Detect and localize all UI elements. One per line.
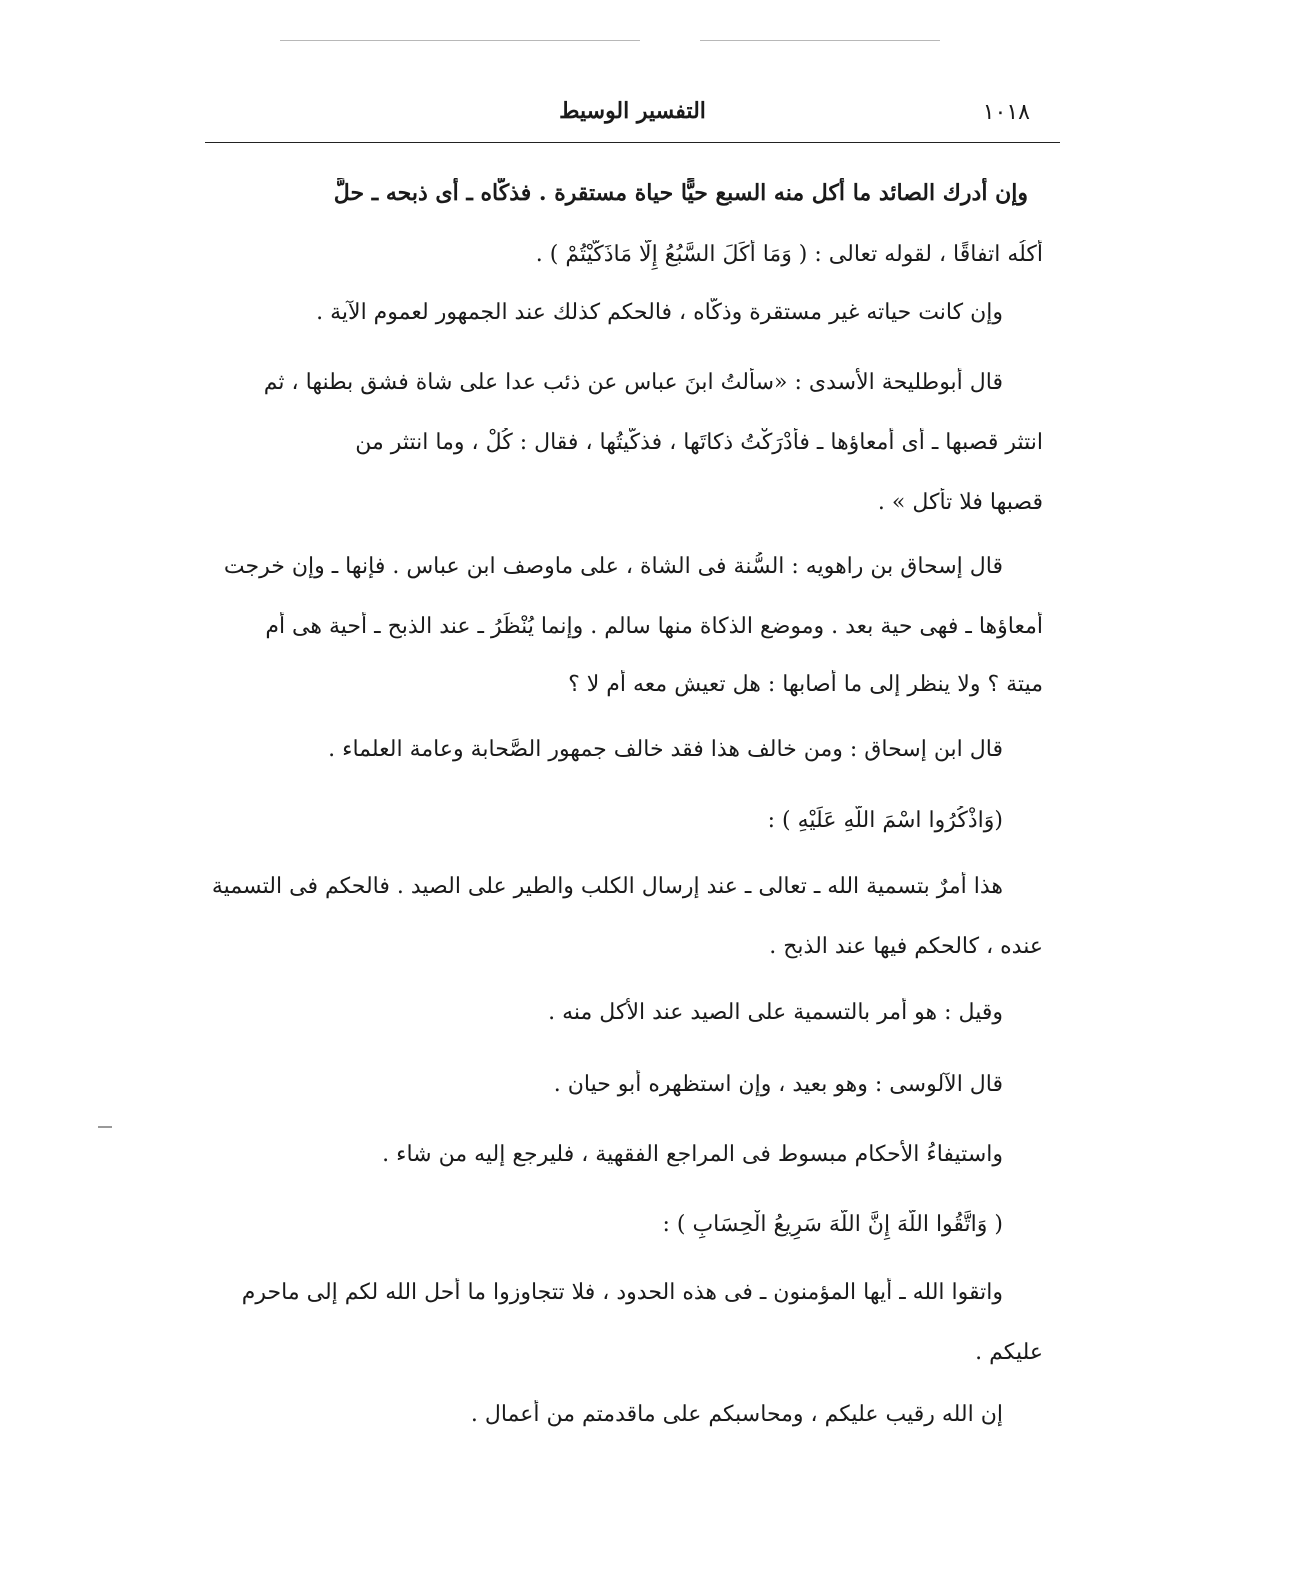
text-line: إن الله رقيب عليكم ، ومحاسبكم على ماقدمتم من أعمال . xyxy=(470,1402,1003,1427)
text-line: انتثر قصبها ـ أى أمعاؤها ـ فأدْرَكْتُ ذكاتَها ، فذكَّيتُها ، فقال : كُلْ ، وما انتثر من xyxy=(355,430,1043,455)
text-line: (وَاذْكُرُوا اسْمَ اللَّهِ عَلَيْهِ ) : xyxy=(767,808,1003,833)
text-line: ( وَاتَّقُوا اللَّهَ إِنَّ اللَّهَ سَرِيعُ الْحِسَابِ ) : xyxy=(662,1212,1003,1237)
text-line: واستيفاءُ الأحكام مبسوط فى المراجع الفقهية ، فليرجع إليه من شاء . xyxy=(382,1142,1003,1167)
text-line: عليكم . xyxy=(975,1340,1043,1365)
margin-mark xyxy=(98,1126,112,1128)
text-line: أمعاؤها ـ فهى حية بعد . وموضع الذكاة منها سالم . وإنما يُنْظَرُ ـ عند الذبح ـ أحية هى أم xyxy=(265,614,1043,639)
text-line: واتقوا الله ـ أيها المؤمنون ـ فى هذه الحدود ، فلا تتجاوزوا ما أحل الله لكم إلى ماحرم xyxy=(241,1280,1003,1305)
running-head: التفسير الوسيط xyxy=(559,98,706,124)
text-line: وإن كانت حياته غير مستقرة وذكَّاه ، فالحكم كذلك عند الجمهور لعموم الآية . xyxy=(316,300,1003,325)
text-line: قال الآلوسى : وهو بعيد ، وإن استظهره أبو حيان . xyxy=(553,1072,1003,1097)
scan-top-rule xyxy=(280,40,640,41)
text-line: وإن أدرك الصائد ما أكل منه السبع حيًّا حياة مستقرة . فذكَّاه ـ أى ذبحه ـ حلَّ xyxy=(333,180,1028,206)
scan-top-rule-right xyxy=(700,40,940,41)
text-line: قال ابن إسحاق : ومن خالف هذا فقد خالف جمهور الصَّحابة وعامة العلماء . xyxy=(328,737,1003,762)
text-line: قال أبوطليحة الأسدى : «سألتُ ابنَ عباس عن ذئب عدا على شاة فشق بطنها ، ثم xyxy=(263,370,1003,395)
page-header xyxy=(205,96,1060,143)
text-line: أكلُه اتفاقًا ، لقوله تعالى : ( وَمَا أَكَلَ السَّبُعُ إِلَّا مَاذَكَّيْتُمْ ) . xyxy=(535,242,1043,267)
text-line: عنده ، كالحكم فيها عند الذبح . xyxy=(769,934,1043,959)
text-line: قصبها فلا تأْكل » . xyxy=(877,490,1043,515)
text-line: وقيل : هو أمر بالتسمية على الصيد عند الأكل منه . xyxy=(548,1000,1003,1025)
text-line: قال إسحاق بن راهويه : السُّنة فى الشاة ، على ماوصف ابن عباس . فإنها ـ وإن خرجت xyxy=(223,554,1003,579)
page-number: ١٠١٨ xyxy=(982,100,1030,125)
text-line: هذا أمرٌ بتسمية الله ـ تعالى ـ عند إرسال الكلب والطير على الصيد . فالحكم فى التسمية xyxy=(211,874,1003,899)
text-line: ميتة ؟ ولا ينظر إلى ما أصابها : هل تعيش معه أم لا ؟ xyxy=(568,672,1043,697)
